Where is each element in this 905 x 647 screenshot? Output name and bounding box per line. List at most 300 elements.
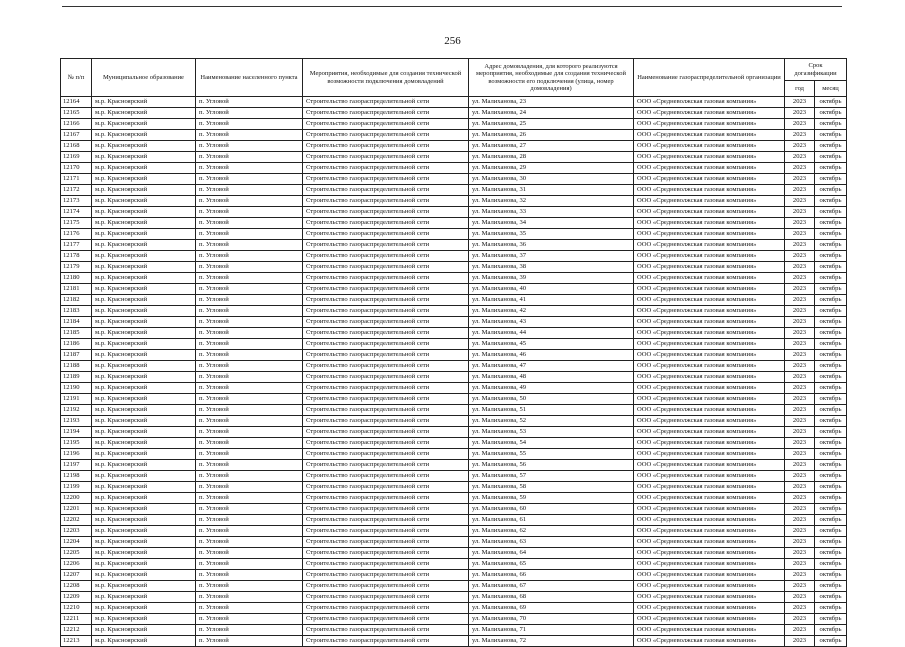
cell-municipality: м.р. Красноярский <box>92 493 196 504</box>
cell-settlement: п. Угловой <box>196 240 303 251</box>
cell-municipality: м.р. Красноярский <box>92 130 196 141</box>
cell-month: октябрь <box>815 207 847 218</box>
table-row <box>61 339 847 350</box>
table-row <box>61 207 847 218</box>
header-no: № п/п <box>61 59 92 97</box>
cell-activity: Строительство газораспределительной сети <box>303 592 469 603</box>
cell-activity: Строительство газораспределительной сети <box>303 306 469 317</box>
cell-month: октябрь <box>815 460 847 471</box>
cell-municipality: м.р. Красноярский <box>92 361 196 372</box>
cell-settlement: п. Угловой <box>196 350 303 361</box>
cell-year: 2023 <box>785 185 815 196</box>
cell-activity: Строительство газораспределительной сети <box>303 295 469 306</box>
cell-no: 12207 <box>61 570 92 581</box>
table-row <box>61 449 847 460</box>
cell-settlement: п. Угловой <box>196 526 303 537</box>
cell-month: октябрь <box>815 262 847 273</box>
cell-settlement: п. Угловой <box>196 262 303 273</box>
cell-org: ООО «Средневолжская газовая компания» <box>634 328 785 339</box>
cell-address: ул. Малиханова, 39 <box>469 273 634 284</box>
cell-address: ул. Малиханова, 67 <box>469 581 634 592</box>
cell-municipality: м.р. Красноярский <box>92 581 196 592</box>
cell-activity: Строительство газораспределительной сети <box>303 449 469 460</box>
cell-org: ООО «Средневолжская газовая компания» <box>634 372 785 383</box>
cell-org: ООО «Средневолжская газовая компания» <box>634 493 785 504</box>
cell-org: ООО «Средневолжская газовая компания» <box>634 471 785 482</box>
cell-activity: Строительство газораспределительной сети <box>303 284 469 295</box>
cell-activity: Строительство газораспределительной сети <box>303 394 469 405</box>
cell-settlement: п. Угловой <box>196 471 303 482</box>
cell-year: 2023 <box>785 97 815 108</box>
cell-org: ООО «Средневолжская газовая компания» <box>634 504 785 515</box>
cell-settlement: п. Угловой <box>196 284 303 295</box>
cell-year: 2023 <box>785 427 815 438</box>
cell-municipality: м.р. Красноярский <box>92 471 196 482</box>
cell-address: ул. Малиханова, 38 <box>469 262 634 273</box>
cell-municipality: м.р. Красноярский <box>92 108 196 119</box>
cell-month: октябрь <box>815 625 847 636</box>
cell-address: ул. Малиханова, 36 <box>469 240 634 251</box>
cell-settlement: п. Угловой <box>196 196 303 207</box>
cell-no: 12173 <box>61 196 92 207</box>
cell-year: 2023 <box>785 460 815 471</box>
cell-org: ООО «Средневолжская газовая компания» <box>634 185 785 196</box>
cell-activity: Строительство газораспределительной сети <box>303 504 469 515</box>
cell-municipality: м.р. Красноярский <box>92 306 196 317</box>
cell-activity: Строительство газораспределительной сети <box>303 141 469 152</box>
gasification-table <box>60 58 847 647</box>
table-row <box>61 141 847 152</box>
cell-month: октябрь <box>815 471 847 482</box>
cell-month: октябрь <box>815 306 847 317</box>
cell-settlement: п. Угловой <box>196 460 303 471</box>
cell-address: ул. Малиханова, 41 <box>469 295 634 306</box>
cell-address: ул. Малиханова, 26 <box>469 130 634 141</box>
cell-address: ул. Малиханова, 44 <box>469 328 634 339</box>
cell-no: 12186 <box>61 339 92 350</box>
cell-org: ООО «Средневолжская газовая компания» <box>634 515 785 526</box>
cell-month: октябрь <box>815 273 847 284</box>
cell-activity: Строительство газораспределительной сети <box>303 97 469 108</box>
table-row <box>61 240 847 251</box>
cell-org: ООО «Средневолжская газовая компания» <box>634 614 785 625</box>
table-row <box>61 438 847 449</box>
cell-settlement: п. Угловой <box>196 449 303 460</box>
cell-municipality: м.р. Красноярский <box>92 592 196 603</box>
cell-org: ООО «Средневолжская газовая компания» <box>634 152 785 163</box>
table-row <box>61 328 847 339</box>
cell-address: ул. Малиханова, 54 <box>469 438 634 449</box>
cell-no: 12188 <box>61 361 92 372</box>
cell-settlement: п. Угловой <box>196 504 303 515</box>
cell-activity: Строительство газораспределительной сети <box>303 383 469 394</box>
cell-month: октябрь <box>815 152 847 163</box>
cell-settlement: п. Угловой <box>196 581 303 592</box>
cell-org: ООО «Средневолжская газовая компания» <box>634 108 785 119</box>
table-row <box>61 416 847 427</box>
cell-settlement: п. Угловой <box>196 383 303 394</box>
cell-org: ООО «Средневолжская газовая компания» <box>634 196 785 207</box>
cell-year: 2023 <box>785 152 815 163</box>
cell-no: 12206 <box>61 559 92 570</box>
cell-year: 2023 <box>785 636 815 647</box>
header-activities: Мероприятия, необходимые для создания технической возможности подключения домовладений <box>303 59 469 97</box>
cell-address: ул. Малиханова, 48 <box>469 372 634 383</box>
table-row <box>61 163 847 174</box>
cell-no: 12180 <box>61 273 92 284</box>
cell-activity: Строительство газораспределительной сети <box>303 119 469 130</box>
cell-address: ул. Малиханова, 32 <box>469 196 634 207</box>
table-body <box>61 97 847 647</box>
cell-no: 12169 <box>61 152 92 163</box>
cell-municipality: м.р. Красноярский <box>92 350 196 361</box>
cell-no: 12205 <box>61 548 92 559</box>
cell-year: 2023 <box>785 196 815 207</box>
cell-activity: Строительство газораспределительной сети <box>303 350 469 361</box>
header-term: Срок догазификации <box>785 59 847 81</box>
cell-org: ООО «Средневолжская газовая компания» <box>634 559 785 570</box>
cell-activity: Строительство газораспределительной сети <box>303 185 469 196</box>
top-rule <box>62 6 842 7</box>
table-row <box>61 350 847 361</box>
cell-municipality: м.р. Красноярский <box>92 240 196 251</box>
cell-month: октябрь <box>815 108 847 119</box>
cell-settlement: п. Угловой <box>196 394 303 405</box>
cell-municipality: м.р. Красноярский <box>92 460 196 471</box>
cell-municipality: м.р. Красноярский <box>92 328 196 339</box>
cell-org: ООО «Средневолжская газовая компания» <box>634 350 785 361</box>
cell-settlement: п. Угловой <box>196 229 303 240</box>
cell-activity: Строительство газораспределительной сети <box>303 482 469 493</box>
cell-year: 2023 <box>785 119 815 130</box>
cell-activity: Строительство газораспределительной сети <box>303 130 469 141</box>
cell-municipality: м.р. Красноярский <box>92 152 196 163</box>
cell-no: 12175 <box>61 218 92 229</box>
table-row <box>61 273 847 284</box>
cell-month: октябрь <box>815 537 847 548</box>
table-row <box>61 119 847 130</box>
cell-address: ул. Малиханова, 51 <box>469 405 634 416</box>
cell-org: ООО «Средневолжская газовая компания» <box>634 449 785 460</box>
cell-org: ООО «Средневолжская газовая компания» <box>634 207 785 218</box>
cell-municipality: м.р. Красноярский <box>92 603 196 614</box>
cell-org: ООО «Средневолжская газовая компания» <box>634 636 785 647</box>
cell-municipality: м.р. Красноярский <box>92 284 196 295</box>
cell-address: ул. Малиханова, 40 <box>469 284 634 295</box>
cell-no: 12187 <box>61 350 92 361</box>
cell-activity: Строительство газораспределительной сети <box>303 262 469 273</box>
cell-no: 12174 <box>61 207 92 218</box>
header-year: год <box>785 81 815 97</box>
cell-municipality: м.р. Красноярский <box>92 207 196 218</box>
cell-municipality: м.р. Красноярский <box>92 405 196 416</box>
cell-address: ул. Малиханова, 47 <box>469 361 634 372</box>
cell-year: 2023 <box>785 526 815 537</box>
cell-no: 12210 <box>61 603 92 614</box>
table-row <box>61 515 847 526</box>
cell-org: ООО «Средневолжская газовая компания» <box>634 295 785 306</box>
cell-address: ул. Малиханова, 59 <box>469 493 634 504</box>
cell-address: ул. Малиханова, 65 <box>469 559 634 570</box>
cell-municipality: м.р. Красноярский <box>92 570 196 581</box>
cell-month: октябрь <box>815 174 847 185</box>
cell-municipality: м.р. Красноярский <box>92 196 196 207</box>
cell-municipality: м.р. Красноярский <box>92 174 196 185</box>
cell-year: 2023 <box>785 284 815 295</box>
cell-settlement: п. Угловой <box>196 273 303 284</box>
table-row <box>61 218 847 229</box>
cell-no: 12212 <box>61 625 92 636</box>
table-row <box>61 570 847 581</box>
cell-municipality: м.р. Красноярский <box>92 251 196 262</box>
cell-month: октябрь <box>815 295 847 306</box>
cell-year: 2023 <box>785 592 815 603</box>
cell-month: октябрь <box>815 614 847 625</box>
cell-org: ООО «Средневолжская газовая компания» <box>634 548 785 559</box>
cell-org: ООО «Средневолжская газовая компания» <box>634 130 785 141</box>
table-row <box>61 317 847 328</box>
table-row <box>61 493 847 504</box>
cell-address: ул. Малиханова, 35 <box>469 229 634 240</box>
cell-no: 12167 <box>61 130 92 141</box>
cell-org: ООО «Средневолжская газовая компания» <box>634 273 785 284</box>
cell-year: 2023 <box>785 251 815 262</box>
cell-no: 12170 <box>61 163 92 174</box>
cell-municipality: м.р. Красноярский <box>92 229 196 240</box>
cell-month: октябрь <box>815 559 847 570</box>
cell-month: октябрь <box>815 526 847 537</box>
cell-activity: Строительство газораспределительной сети <box>303 548 469 559</box>
cell-activity: Строительство газораспределительной сети <box>303 471 469 482</box>
cell-org: ООО «Средневолжская газовая компания» <box>634 361 785 372</box>
cell-address: ул. Малиханова, 58 <box>469 482 634 493</box>
cell-municipality: м.р. Красноярский <box>92 515 196 526</box>
cell-month: октябрь <box>815 141 847 152</box>
table-row <box>61 130 847 141</box>
cell-activity: Строительство газораспределительной сети <box>303 559 469 570</box>
cell-address: ул. Малиханова, 23 <box>469 97 634 108</box>
cell-no: 12185 <box>61 328 92 339</box>
cell-municipality: м.р. Красноярский <box>92 548 196 559</box>
cell-no: 12165 <box>61 108 92 119</box>
cell-year: 2023 <box>785 240 815 251</box>
cell-year: 2023 <box>785 130 815 141</box>
cell-activity: Строительство газораспределительной сети <box>303 526 469 537</box>
table-row <box>61 614 847 625</box>
cell-year: 2023 <box>785 438 815 449</box>
cell-address: ул. Малиханова, 49 <box>469 383 634 394</box>
cell-month: октябрь <box>815 185 847 196</box>
cell-org: ООО «Средневолжская газовая компания» <box>634 339 785 350</box>
cell-activity: Строительство газораспределительной сети <box>303 317 469 328</box>
cell-no: 12168 <box>61 141 92 152</box>
cell-activity: Строительство газораспределительной сети <box>303 427 469 438</box>
cell-settlement: п. Угловой <box>196 306 303 317</box>
cell-month: октябрь <box>815 328 847 339</box>
cell-month: октябрь <box>815 416 847 427</box>
cell-activity: Строительство газораспределительной сети <box>303 328 469 339</box>
table-row <box>61 361 847 372</box>
cell-no: 12183 <box>61 306 92 317</box>
cell-year: 2023 <box>785 625 815 636</box>
cell-org: ООО «Средневолжская газовая компания» <box>634 416 785 427</box>
cell-month: октябрь <box>815 339 847 350</box>
cell-year: 2023 <box>785 163 815 174</box>
cell-no: 12208 <box>61 581 92 592</box>
cell-municipality: м.р. Красноярский <box>92 526 196 537</box>
cell-no: 12204 <box>61 537 92 548</box>
cell-year: 2023 <box>785 273 815 284</box>
table-row <box>61 537 847 548</box>
table-row <box>61 108 847 119</box>
table-row <box>61 295 847 306</box>
cell-no: 12192 <box>61 405 92 416</box>
cell-settlement: п. Угловой <box>196 97 303 108</box>
cell-year: 2023 <box>785 262 815 273</box>
cell-org: ООО «Средневолжская газовая компания» <box>634 427 785 438</box>
cell-org: ООО «Средневолжская газовая компания» <box>634 537 785 548</box>
cell-address: ул. Малиханова, 33 <box>469 207 634 218</box>
cell-municipality: м.р. Красноярский <box>92 372 196 383</box>
cell-no: 12190 <box>61 383 92 394</box>
cell-year: 2023 <box>785 548 815 559</box>
cell-activity: Строительство газораспределительной сети <box>303 174 469 185</box>
cell-address: ул. Малиханова, 30 <box>469 174 634 185</box>
cell-address: ул. Малиханова, 46 <box>469 350 634 361</box>
cell-no: 12201 <box>61 504 92 515</box>
table-row <box>61 97 847 108</box>
cell-address: ул. Малиханова, 66 <box>469 570 634 581</box>
cell-month: октябрь <box>815 317 847 328</box>
cell-municipality: м.р. Красноярский <box>92 449 196 460</box>
cell-year: 2023 <box>785 394 815 405</box>
table-row <box>61 152 847 163</box>
cell-org: ООО «Средневолжская газовая компания» <box>634 581 785 592</box>
cell-org: ООО «Средневолжская газовая компания» <box>634 229 785 240</box>
header-settlement: Наименование населенного пункта <box>196 59 303 97</box>
cell-org: ООО «Средневолжская газовая компания» <box>634 405 785 416</box>
cell-address: ул. Малиханова, 31 <box>469 185 634 196</box>
cell-address: ул. Малиханова, 43 <box>469 317 634 328</box>
cell-activity: Строительство газораспределительной сети <box>303 339 469 350</box>
cell-month: октябрь <box>815 372 847 383</box>
cell-address: ул. Малиханова, 71 <box>469 625 634 636</box>
cell-address: ул. Малиханова, 62 <box>469 526 634 537</box>
cell-activity: Строительство газораспределительной сети <box>303 251 469 262</box>
cell-settlement: п. Угловой <box>196 570 303 581</box>
cell-no: 12177 <box>61 240 92 251</box>
cell-year: 2023 <box>785 317 815 328</box>
cell-address: ул. Малиханова, 69 <box>469 603 634 614</box>
cell-settlement: п. Угловой <box>196 130 303 141</box>
cell-settlement: п. Угловой <box>196 339 303 350</box>
cell-no: 12166 <box>61 119 92 130</box>
cell-address: ул. Малиханова, 61 <box>469 515 634 526</box>
cell-no: 12171 <box>61 174 92 185</box>
cell-org: ООО «Средневолжская газовая компания» <box>634 317 785 328</box>
cell-org: ООО «Средневолжская газовая компания» <box>634 218 785 229</box>
cell-month: октябрь <box>815 504 847 515</box>
cell-settlement: п. Угловой <box>196 416 303 427</box>
table-row <box>61 471 847 482</box>
cell-activity: Строительство газораспределительной сети <box>303 207 469 218</box>
cell-org: ООО «Средневолжская газовая компания» <box>634 251 785 262</box>
cell-month: октябрь <box>815 449 847 460</box>
cell-municipality: м.р. Красноярский <box>92 119 196 130</box>
cell-municipality: м.р. Красноярский <box>92 394 196 405</box>
cell-activity: Строительство газораспределительной сети <box>303 614 469 625</box>
cell-year: 2023 <box>785 603 815 614</box>
cell-settlement: п. Угловой <box>196 152 303 163</box>
cell-address: ул. Малиханова, 57 <box>469 471 634 482</box>
cell-activity: Строительство газораспределительной сети <box>303 372 469 383</box>
cell-settlement: п. Угловой <box>196 361 303 372</box>
cell-activity: Строительство газораспределительной сети <box>303 273 469 284</box>
cell-year: 2023 <box>785 559 815 570</box>
cell-year: 2023 <box>785 449 815 460</box>
cell-settlement: п. Угловой <box>196 427 303 438</box>
cell-org: ООО «Средневолжская газовая компания» <box>634 284 785 295</box>
cell-activity: Строительство газораспределительной сети <box>303 152 469 163</box>
cell-settlement: п. Угловой <box>196 438 303 449</box>
table-row <box>61 427 847 438</box>
cell-year: 2023 <box>785 504 815 515</box>
cell-municipality: м.р. Красноярский <box>92 262 196 273</box>
cell-address: ул. Малиханова, 68 <box>469 592 634 603</box>
cell-municipality: м.р. Красноярский <box>92 482 196 493</box>
table-row <box>61 603 847 614</box>
table-row <box>61 405 847 416</box>
cell-address: ул. Малиханова, 53 <box>469 427 634 438</box>
table-row <box>61 581 847 592</box>
table-row <box>61 229 847 240</box>
page-number: 256 <box>444 35 461 47</box>
table-row <box>61 548 847 559</box>
cell-year: 2023 <box>785 339 815 350</box>
cell-no: 12193 <box>61 416 92 427</box>
cell-year: 2023 <box>785 405 815 416</box>
cell-address: ул. Малиханова, 55 <box>469 449 634 460</box>
cell-activity: Строительство газораспределительной сети <box>303 229 469 240</box>
cell-settlement: п. Угловой <box>196 207 303 218</box>
cell-activity: Строительство газораспределительной сети <box>303 416 469 427</box>
cell-activity: Строительство газораспределительной сети <box>303 240 469 251</box>
cell-no: 12179 <box>61 262 92 273</box>
cell-no: 12213 <box>61 636 92 647</box>
cell-activity: Строительство газораспределительной сети <box>303 581 469 592</box>
cell-settlement: п. Угловой <box>196 515 303 526</box>
table-row <box>61 394 847 405</box>
cell-no: 12178 <box>61 251 92 262</box>
cell-no: 12182 <box>61 295 92 306</box>
cell-municipality: м.р. Красноярский <box>92 317 196 328</box>
cell-month: октябрь <box>815 405 847 416</box>
cell-year: 2023 <box>785 383 815 394</box>
cell-org: ООО «Средневолжская газовая компания» <box>634 262 785 273</box>
cell-activity: Строительство газораспределительной сети <box>303 636 469 647</box>
cell-year: 2023 <box>785 328 815 339</box>
cell-month: октябрь <box>815 361 847 372</box>
cell-year: 2023 <box>785 416 815 427</box>
cell-year: 2023 <box>785 108 815 119</box>
cell-month: октябрь <box>815 97 847 108</box>
cell-settlement: п. Угловой <box>196 537 303 548</box>
cell-municipality: м.р. Красноярский <box>92 218 196 229</box>
cell-settlement: п. Угловой <box>196 548 303 559</box>
cell-no: 12172 <box>61 185 92 196</box>
cell-municipality: м.р. Красноярский <box>92 537 196 548</box>
cell-month: октябрь <box>815 427 847 438</box>
